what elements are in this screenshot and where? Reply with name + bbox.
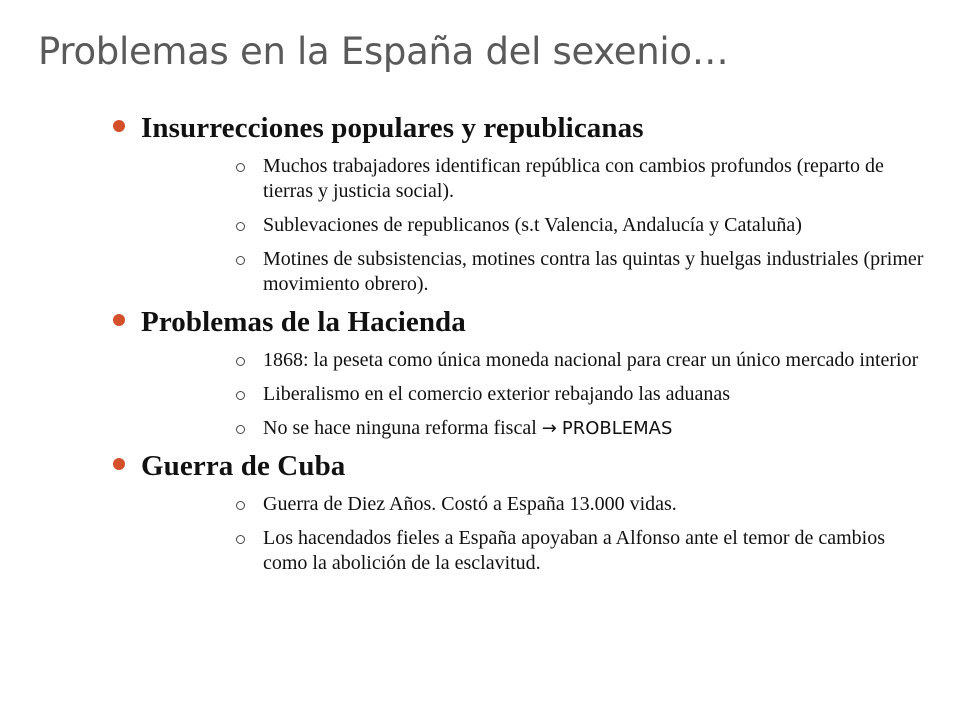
list-item-text: Muchos trabajadores identifican república con cambios profundos (reparto de tierras y justicia social).: [263, 155, 884, 202]
list-item-text: No se hace ninguna reforma fiscal: [263, 417, 537, 439]
section-hacienda: [113, 306, 933, 441]
list-item: [263, 154, 933, 204]
section-heading-row: [113, 306, 933, 346]
sub-list: [113, 154, 933, 297]
section-heading-row: [113, 450, 933, 490]
section-insurrecciones: [113, 112, 933, 297]
filled-circle-icon: [113, 314, 125, 326]
list-item: [263, 416, 933, 441]
list-item-text: 1868: la peseta como única moneda nacional para crear un único mercado interior: [263, 349, 919, 371]
list-item-text: Liberalismo en el comercio exterior rebajando las aduanas: [263, 383, 731, 405]
section-heading-row: [113, 112, 933, 152]
list-item: [263, 213, 933, 238]
emphasis-text: PROBLEMAS: [561, 418, 673, 439]
hollow-circle-icon: [236, 222, 245, 231]
list-item: [263, 348, 933, 373]
list-item: [263, 492, 933, 517]
list-item-text: Sublevaciones de republicanos (s.t Valencia, Andalucía y Cataluña): [263, 214, 802, 236]
slide-content: [113, 112, 933, 585]
section-heading: Insurrecciones populares y republicanas: [141, 112, 644, 144]
filled-circle-icon: [113, 458, 125, 470]
list-item: [263, 247, 933, 297]
hollow-circle-icon: [236, 391, 245, 400]
sub-list: [113, 492, 933, 576]
hollow-circle-icon: [236, 256, 245, 265]
section-heading: Problemas de la Hacienda: [141, 306, 466, 338]
filled-circle-icon: [113, 120, 125, 132]
section-heading: Guerra de Cuba: [141, 450, 346, 482]
list-item-text: Los hacendados fieles a España apoyaban a Alfonso ante el temor de cambios como la abolición de la esclavitud.: [263, 527, 886, 574]
list-item: [263, 382, 933, 407]
list-item: [263, 526, 933, 576]
hollow-circle-icon: [236, 163, 245, 172]
sub-list: [113, 348, 933, 441]
section-cuba: [113, 450, 933, 576]
hollow-circle-icon: [236, 535, 245, 544]
right-arrow-icon: →: [541, 418, 557, 439]
list-item-text: Motines de subsistencias, motines contra las quintas y huelgas industriales (primer movimiento obrero).: [263, 248, 924, 295]
list-item-text: Guerra de Diez Años. Costó a España 13.000 vidas.: [263, 493, 677, 515]
hollow-circle-icon: [236, 425, 245, 434]
hollow-circle-icon: [236, 501, 245, 510]
slide-title: Problemas en la España del sexenio…: [38, 30, 729, 73]
hollow-circle-icon: [236, 357, 245, 366]
